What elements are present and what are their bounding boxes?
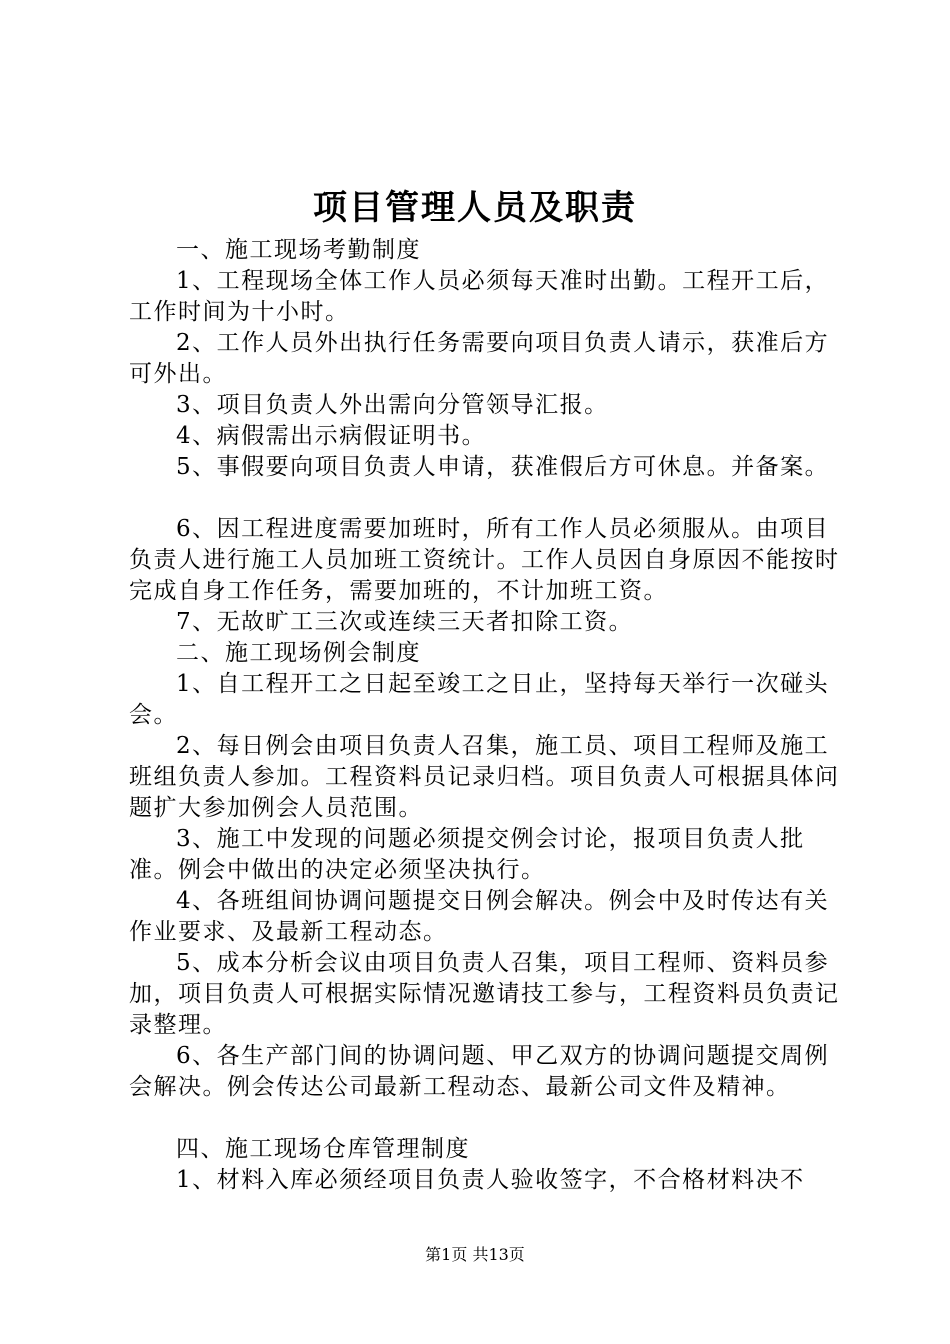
paragraph: 6、因工程进度需要加班时，所有工作人员必须服从。由项目负责人进行施工人员加班工资统计。工作人员因自身原因不能按时完成自身工作任务，需要加班的，不计加班工资。 (129, 516, 840, 604)
section-heading: 四、施工现场仓库管理制度 (176, 1136, 470, 1162)
paragraph: 5、成本分析会议由项目负责人召集，项目工程师、资料员参加，项目负责人可根据实际情况邀请技工参与，工程资料员负责记录整理。 (129, 950, 840, 1038)
section-heading: 一、施工现场考勤制度 (176, 237, 421, 263)
paragraph: 1、工程现场全体工作人员必须每天准时出勤。工程开工后，工作时间为十小时。 (129, 268, 830, 325)
paragraph: 3、施工中发现的问题必须提交例会讨论，报项目负责人批准。例会中做出的决定必须坚决执行。 (129, 826, 805, 883)
paragraph: 3、项目负责人外出需向分管领导汇报。 (176, 392, 609, 418)
paragraph: 6、各生产部门间的协调问题、甲乙双方的协调问题提交周例会解决。例会传达公司最新工程动态、最新公司文件及精神。 (129, 1043, 830, 1100)
paragraph: 4、各班组间协调问题提交日例会解决。例会中及时传达有关作业要求、及最新工程动态。 (129, 888, 830, 945)
page-footer: 第1页 共13页 (425, 1245, 525, 1264)
paragraph: 1、材料入库必须经项目负责人验收签字，不合格材料决不 (176, 1167, 805, 1193)
paragraph: 7、无故旷工三次或连续三天者扣除工资。 (176, 609, 634, 635)
paragraph: 4、病假需出示病假证明书。 (176, 423, 487, 449)
paragraph: 5、事假要向项目负责人申请，获准假后方可休息。并备案。 (176, 454, 830, 480)
document-title: 项目管理人员及职责 (313, 188, 637, 228)
document-body (129, 235, 849, 1196)
paragraph: 2、工作人员外出执行任务需要向项目负责人请示，获准后方可外出。 (129, 330, 830, 387)
section-heading: 二、施工现场例会制度 (176, 640, 421, 666)
paragraph: 1、自工程开工之日起至竣工之日止，坚持每天举行一次碰头会。 (129, 671, 830, 728)
paragraph: 2、每日例会由项目负责人召集，施工员、项目工程师及施工班组负责人参加。工程资料员记录归档。项目负责人可根据具体问题扩大参加例会人员范围。 (129, 733, 840, 821)
